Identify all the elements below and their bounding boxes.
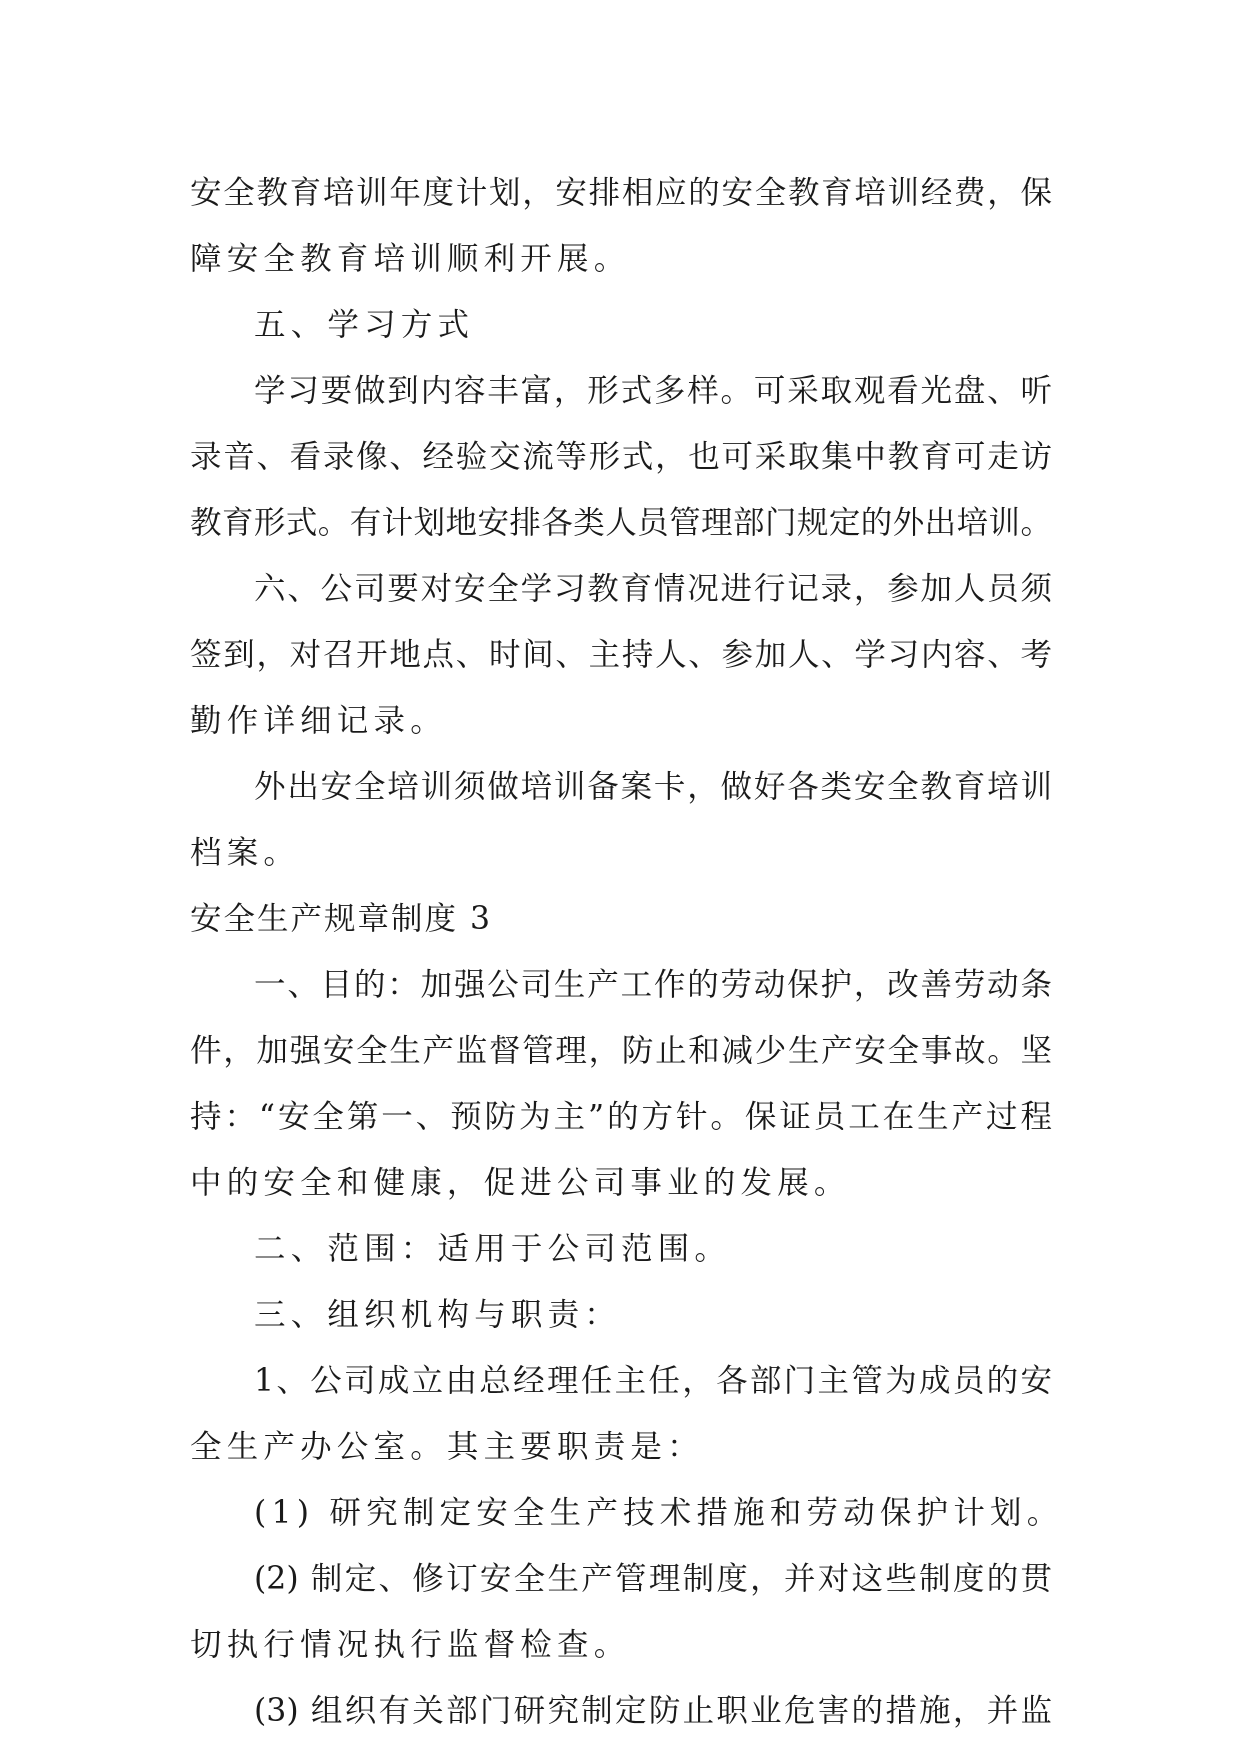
- paragraph-line: 1、公司成立由总经理任主任，各部门主管为成员的安: [254, 1363, 1052, 1399]
- paragraph-line: 件，加强安全生产监督管理，防止和减少生产安全事故。坚: [190, 1033, 1052, 1069]
- paragraph-line: 学习要做到内容丰富，形式多样。可采取观看光盘、听: [254, 373, 1052, 409]
- list-item: (2) 制定、修订安全生产管理制度，并对这些制度的贯: [254, 1561, 1052, 1597]
- paragraph-line: 安全教育培训年度计划，安排相应的安全教育培训经费，保: [190, 175, 1052, 211]
- document-section-title: 安全生产规章制度 3: [190, 901, 493, 937]
- section-heading: 三、组织机构与职责：: [254, 1297, 622, 1333]
- paragraph-line: 全生产办公室。其主要职责是：: [190, 1429, 704, 1465]
- paragraph-line: 档案。: [190, 835, 301, 871]
- list-item: (1) 研究制定安全生产技术措施和劳动保护计划。: [254, 1495, 1064, 1531]
- paragraph-line: 障安全教育培训顺利开展。: [190, 241, 631, 277]
- paragraph-line: 录音、看录像、经验交流等形式，也可采取集中教育可走访: [190, 439, 1052, 475]
- paragraph-line: 中的安全和健康，促进公司事业的发展。: [190, 1165, 851, 1201]
- paragraph-line: 外出安全培训须做培训备案卡，做好各类安全教育培训: [254, 769, 1052, 805]
- paragraph-line: 一、目的：加强公司生产工作的劳动保护，改善劳动条: [254, 967, 1052, 1003]
- paragraph-line: 勤作详细记录。: [190, 703, 447, 739]
- list-item: (3) 组织有关部门研究制定防止职业危害的措施，并监: [254, 1693, 1052, 1729]
- paragraph-line: 二、范围：适用于公司范围。: [254, 1231, 732, 1267]
- paragraph-line: 切执行情况执行监督检查。: [190, 1627, 631, 1663]
- paragraph-line: 六、公司要对安全学习教育情况进行记录，参加人员须: [254, 571, 1052, 607]
- paragraph-line: 教育形式。有计划地安排各类人员管理部门规定的外出培训。: [190, 505, 1052, 541]
- document-body: [190, 160, 1064, 1744]
- paragraph-line: 持：“安全第一、预防为主”的方针。保证员工在生产过程: [190, 1099, 1052, 1135]
- paragraph-line: 签到，对召开地点、时间、主持人、参加人、学习内容、考: [190, 637, 1052, 673]
- section-heading: 五、学习方式: [254, 307, 475, 343]
